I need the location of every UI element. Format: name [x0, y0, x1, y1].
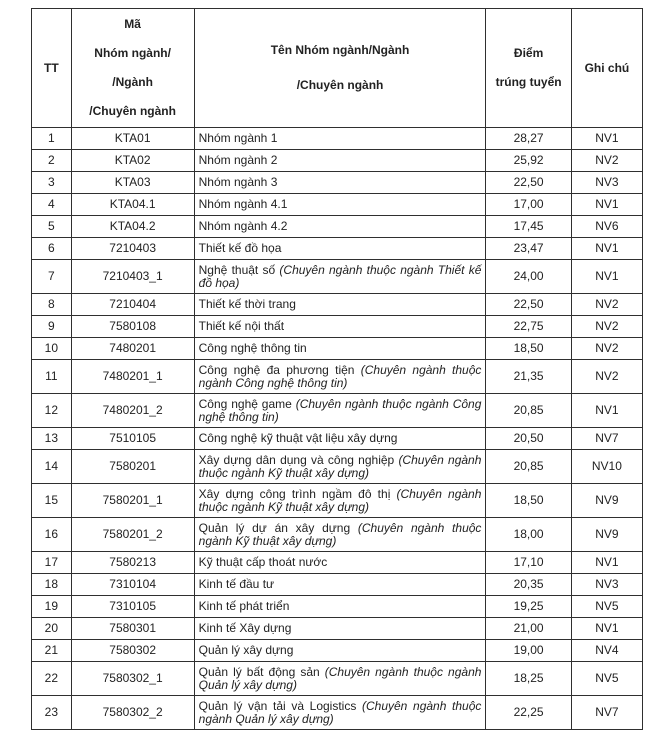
row-note: NV2 [571, 316, 642, 338]
row-name: Kinh tế đầu tư [198, 577, 275, 591]
row-note: NV1 [571, 260, 642, 294]
header-code-line: Nhóm ngành/ [94, 46, 171, 60]
row-name-cell [194, 172, 486, 194]
table-row [32, 428, 643, 450]
row-note: NV1 [571, 394, 642, 428]
row-name: Kỹ thuật cấp thoát nước [198, 555, 328, 569]
row-score: 17,00 [486, 194, 571, 216]
row-name-cell [194, 360, 486, 394]
header-code-line: /Ngành [112, 75, 153, 89]
row-name: Kinh tế Xây dựng [198, 621, 292, 635]
row-name-cell [194, 518, 486, 552]
table-row [32, 394, 643, 428]
header-code-line: /Chuyên ngành [89, 104, 176, 118]
row-score: 23,47 [486, 238, 571, 260]
header-score-line: Điểm [513, 46, 544, 60]
row-tt: 10 [32, 338, 72, 360]
row-note: NV3 [571, 172, 642, 194]
row-note: NV2 [571, 150, 642, 172]
row-note: NV6 [571, 216, 642, 238]
row-name: Thiết kế nội thất [198, 319, 285, 333]
table-row [32, 640, 643, 662]
row-name-cell [194, 338, 486, 360]
table-row [32, 696, 643, 730]
row-name-cell [194, 260, 486, 294]
row-score: 17,45 [486, 216, 571, 238]
row-name: Nhóm ngành 4.2 [198, 219, 288, 233]
row-note: NV7 [571, 696, 642, 730]
row-name: Thiết kế đồ họa [198, 241, 282, 255]
row-note: NV4 [571, 640, 642, 662]
row-name: Nhóm ngành 2 [198, 153, 278, 167]
row-score: 17,10 [486, 552, 571, 574]
row-code: 7580201 [71, 450, 194, 484]
row-tt: 23 [32, 696, 72, 730]
row-tt: 13 [32, 428, 72, 450]
row-code: 7480201 [71, 338, 194, 360]
row-code: 7210403 [71, 238, 194, 260]
row-name: Xây dựng dân dụng và công nghiệp [198, 452, 399, 467]
row-name: Quản lý xây dựng [198, 643, 294, 657]
row-note: NV1 [571, 552, 642, 574]
row-name-note: (Chuyên ngành thuộc ngành Quản lý xây dựng) [198, 664, 482, 692]
row-score: 18,50 [486, 338, 571, 360]
table-row [32, 260, 643, 294]
row-name-cell [194, 216, 486, 238]
table-body [32, 128, 643, 730]
row-name: Công nghệ đa phương tiện [198, 362, 361, 377]
header-code-line: Mã [124, 17, 141, 31]
table-row [32, 216, 643, 238]
table-header [32, 9, 643, 128]
row-name: Công nghệ game [198, 396, 296, 411]
row-name-cell [194, 662, 486, 696]
row-name: Công nghệ thông tin [198, 341, 307, 355]
row-score: 22,50 [486, 172, 571, 194]
row-note: NV2 [571, 294, 642, 316]
admission-scores-table [31, 8, 643, 730]
row-score: 28,27 [486, 128, 571, 150]
row-tt: 14 [32, 450, 72, 484]
table-row [32, 360, 643, 394]
row-name-cell [194, 238, 486, 260]
row-code: 7580302 [71, 640, 194, 662]
table-row [32, 172, 643, 194]
row-name: Công nghệ kỹ thuật vật liệu xây dựng [198, 431, 398, 445]
row-score: 21,00 [486, 618, 571, 640]
row-name: Quản lý dự án xây dựng [198, 520, 358, 535]
row-code: 7580201_1 [71, 484, 194, 518]
row-code: 7580302_1 [71, 662, 194, 696]
row-tt: 18 [32, 574, 72, 596]
row-name-cell [194, 450, 486, 484]
row-name-cell [194, 484, 486, 518]
row-tt: 19 [32, 596, 72, 618]
row-tt: 7 [32, 260, 72, 294]
row-tt: 16 [32, 518, 72, 552]
row-name: Quản lý bất động sản [198, 664, 325, 679]
row-name: Nhóm ngành 4.1 [198, 197, 288, 211]
row-score: 21,35 [486, 360, 571, 394]
row-name-cell [194, 552, 486, 574]
row-name-cell [194, 696, 486, 730]
row-name-cell [194, 640, 486, 662]
row-name-cell [194, 394, 486, 428]
row-name-cell [194, 618, 486, 640]
row-note: NV9 [571, 518, 642, 552]
header-name [194, 9, 486, 128]
row-name: Nhóm ngành 1 [198, 131, 278, 145]
row-score: 22,75 [486, 316, 571, 338]
row-note: NV10 [571, 450, 642, 484]
row-code: KTA02 [71, 150, 194, 172]
row-name: Kinh tế phát triển [198, 599, 290, 613]
row-code: 7480201_1 [71, 360, 194, 394]
row-note: NV9 [571, 484, 642, 518]
row-score: 18,50 [486, 484, 571, 518]
row-score: 20,35 [486, 574, 571, 596]
row-code: 7580201_2 [71, 518, 194, 552]
row-code: 7510105 [71, 428, 194, 450]
row-score: 19,00 [486, 640, 571, 662]
row-code: 7580301 [71, 618, 194, 640]
row-name-cell [194, 128, 486, 150]
row-tt: 4 [32, 194, 72, 216]
header-name-line: Tên Nhóm ngành/Ngành [270, 43, 410, 57]
row-code: KTA04.2 [71, 216, 194, 238]
header-tt: TT [32, 9, 72, 128]
row-name: Xây dựng công trình ngầm đô thị [198, 486, 397, 501]
row-name-cell [194, 596, 486, 618]
row-tt: 20 [32, 618, 72, 640]
row-code: KTA03 [71, 172, 194, 194]
row-name-note: (Chuyên ngành thuộc ngành Công nghệ thông tin) [198, 362, 482, 390]
row-name-note: (Chuyên ngành thuộc ngành Kỹ thuật xây dựng) [198, 452, 482, 480]
row-tt: 5 [32, 216, 72, 238]
row-tt: 1 [32, 128, 72, 150]
row-tt: 2 [32, 150, 72, 172]
row-score: 20,85 [486, 450, 571, 484]
row-note: NV1 [571, 194, 642, 216]
row-note: NV2 [571, 360, 642, 394]
row-tt: 15 [32, 484, 72, 518]
row-tt: 9 [32, 316, 72, 338]
row-name-cell [194, 150, 486, 172]
row-tt: 21 [32, 640, 72, 662]
row-name-note: (Chuyên ngành thuộc ngành Thiết kế đồ họa) [198, 262, 482, 290]
header-note: Ghi chú [571, 9, 642, 128]
row-name-note: (Chuyên ngành thuộc ngành Kỹ thuật xây dựng) [198, 486, 482, 514]
table-row [32, 194, 643, 216]
header-name-line: /Chuyên ngành [296, 78, 384, 92]
row-code: KTA04.1 [71, 194, 194, 216]
row-note: NV1 [571, 618, 642, 640]
row-name: Nghệ thuật số [198, 262, 280, 277]
header-row [32, 9, 643, 128]
row-score: 22,50 [486, 294, 571, 316]
row-name-note: (Chuyên ngành thuộc ngành Công nghệ thông tin) [198, 396, 482, 424]
row-code: 7580108 [71, 316, 194, 338]
row-name-cell [194, 428, 486, 450]
row-name-cell [194, 574, 486, 596]
row-score: 22,25 [486, 696, 571, 730]
row-code: 7310105 [71, 596, 194, 618]
row-name-note: (Chuyên ngành thuộc ngành Kỹ thuật xây dựng) [198, 520, 482, 548]
row-tt: 22 [32, 662, 72, 696]
table-row [32, 294, 643, 316]
row-name: Quản lý vận tải và Logistics [198, 698, 362, 713]
row-tt: 11 [32, 360, 72, 394]
row-tt: 3 [32, 172, 72, 194]
row-note: NV1 [571, 128, 642, 150]
row-tt: 12 [32, 394, 72, 428]
row-code: 7580213 [71, 552, 194, 574]
table-row [32, 618, 643, 640]
table-row [32, 338, 643, 360]
row-score: 24,00 [486, 260, 571, 294]
row-score: 20,85 [486, 394, 571, 428]
row-code: 7480201_2 [71, 394, 194, 428]
row-score: 18,00 [486, 518, 571, 552]
header-score [486, 9, 571, 128]
row-name-cell [194, 316, 486, 338]
table-row [32, 484, 643, 518]
row-note: NV1 [571, 238, 642, 260]
row-score: 19,25 [486, 596, 571, 618]
row-score: 25,92 [486, 150, 571, 172]
row-note: NV3 [571, 574, 642, 596]
table-row [32, 596, 643, 618]
table-row [32, 518, 643, 552]
row-name-cell [194, 194, 486, 216]
header-code [71, 9, 194, 128]
row-code: 7310104 [71, 574, 194, 596]
table-row [32, 238, 643, 260]
table-row [32, 128, 643, 150]
row-score: 18,25 [486, 662, 571, 696]
row-name: Thiết kế thời trang [198, 297, 296, 311]
row-code: 7210403_1 [71, 260, 194, 294]
table-row [32, 574, 643, 596]
row-code: 7580302_2 [71, 696, 194, 730]
row-note: NV7 [571, 428, 642, 450]
row-note: NV5 [571, 596, 642, 618]
row-code: 7210404 [71, 294, 194, 316]
row-name-cell [194, 294, 486, 316]
table-row [32, 450, 643, 484]
table-row [32, 150, 643, 172]
table-row [32, 316, 643, 338]
row-code: KTA01 [71, 128, 194, 150]
row-tt: 6 [32, 238, 72, 260]
row-score: 20,50 [486, 428, 571, 450]
header-score-line: trúng tuyển [495, 75, 562, 89]
row-note: NV5 [571, 662, 642, 696]
row-tt: 17 [32, 552, 72, 574]
row-name: Nhóm ngành 3 [198, 175, 278, 189]
table-row [32, 662, 643, 696]
row-tt: 8 [32, 294, 72, 316]
row-note: NV2 [571, 338, 642, 360]
row-name-note: (Chuyên ngành thuộc ngành Quản lý xây dựng) [198, 698, 482, 726]
table-row [32, 552, 643, 574]
